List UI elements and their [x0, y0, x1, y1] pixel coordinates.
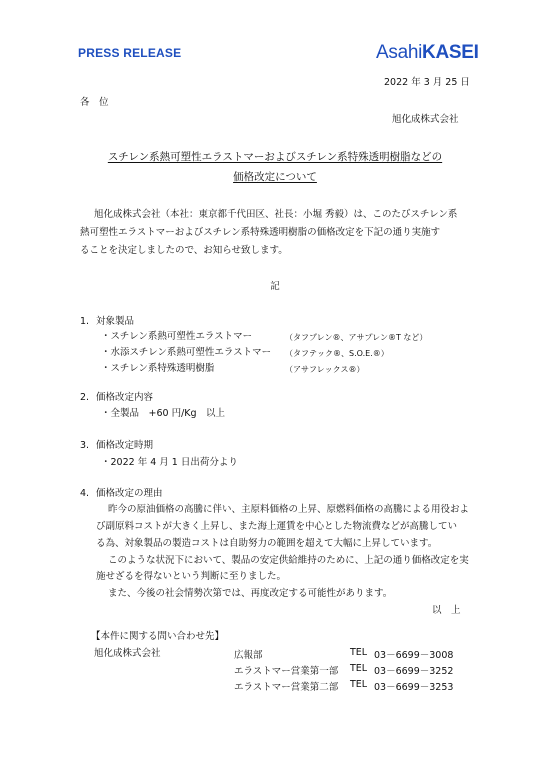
- reason-line-2: び副原料コストが大きく上昇し、また海上運賃を中心とした物流費などが高騰してい: [96, 521, 458, 532]
- section-3-body: ・2022 年 4 月 1 日出荷分より: [101, 457, 238, 468]
- title-line-1: スチレン系熱可塑性エラストマーおよびスチレン系特殊透明樹脂などの: [107, 151, 443, 163]
- contact-company: 旭化成株式会社: [94, 648, 161, 659]
- addressee: 各 位: [80, 97, 109, 108]
- product-1-brand: （タフプレン®、アサプレン®T など）: [285, 333, 428, 342]
- intro-line-1: 旭化成株式会社（本社：東京都千代田区、社長：小堀 秀毅）は、このたびスチレン系: [94, 209, 458, 220]
- contact-dept-3: エラストマー営業第二部: [234, 682, 339, 693]
- product-2-name: ・水添スチレン系熱可塑性エラストマー: [101, 347, 272, 358]
- reason-line-1: 昨今の原油価格の高騰に伴い、主原料価格の上昇、原燃料価格の高騰による用役およ: [108, 504, 470, 515]
- reason-line-5: 施せざるを得ないという判断に至りました。: [96, 571, 287, 582]
- product-3-brand: （アサフレックス®）: [285, 365, 365, 374]
- section-1-number: 1.: [80, 316, 90, 327]
- issuer: 旭化成株式会社: [392, 114, 459, 125]
- intro-line-2: 熱可塑性エラストマーおよびスチレン系特殊透明樹脂の価格改定を下記の通り実施す: [80, 227, 441, 238]
- product-1-name: ・スチレン系熱可塑性エラストマー: [101, 331, 253, 342]
- contact-dept-2: エラストマー営業第一部: [234, 666, 339, 677]
- title-line-2: 価格改定について: [233, 171, 317, 183]
- section-1-heading: 対象製品: [96, 316, 135, 327]
- contact-tel-label-1: TEL: [350, 647, 368, 658]
- release-date: 2022 年 3 月 25 日: [384, 77, 470, 88]
- asahi-kasei-logo: [376, 42, 479, 64]
- reason-line-3: る為、対象製品の製造コストは自助努力の範囲を超えて大幅に上昇しています。: [96, 538, 438, 549]
- product-3-name: ・スチレン系特殊透明樹脂: [101, 363, 215, 374]
- section-3-number: 3.: [80, 440, 90, 451]
- section-2-body: ・全製品 +60 円/Kg 以上: [101, 408, 226, 419]
- logo-asahi: Asahi: [376, 42, 423, 63]
- contact-tel-1: 03－6699－3008: [374, 650, 454, 661]
- intro-line-3: ることを決定しましたので、お知らせ致します。: [80, 245, 288, 256]
- product-2-brand: （タフテック®、S.O.E.®）: [285, 349, 389, 358]
- reason-line-6: また、今後の社会情勢次第では、再度改定する可能性があります。: [108, 588, 393, 599]
- contact-heading: 【本件に関する問い合わせ先】: [91, 631, 225, 642]
- contact-tel-label-2: TEL: [350, 663, 368, 674]
- reason-line-4: このような状況下において、製品の安定供給維持のために、上記の通り価格改定を実: [108, 555, 469, 566]
- contact-dept-1: 広報部: [234, 650, 263, 661]
- ki-label: 記: [270, 281, 280, 292]
- section-2-heading: 価格改定内容: [96, 392, 154, 403]
- contact-tel-2: 03－6699－3252: [374, 666, 454, 677]
- contact-tel-3: 03－6699－3253: [374, 682, 454, 693]
- section-4-number: 4.: [80, 488, 90, 499]
- press-release-label: PRESS RELEASE: [78, 46, 182, 60]
- section-4-heading: 価格改定の理由: [96, 488, 163, 499]
- closing-mark: 以 上: [432, 605, 461, 616]
- section-2-number: 2.: [80, 392, 90, 403]
- contact-tel-label-3: TEL: [350, 679, 368, 690]
- logo-kasei: KASEI: [422, 42, 479, 63]
- section-3-heading: 価格改定時期: [96, 440, 154, 451]
